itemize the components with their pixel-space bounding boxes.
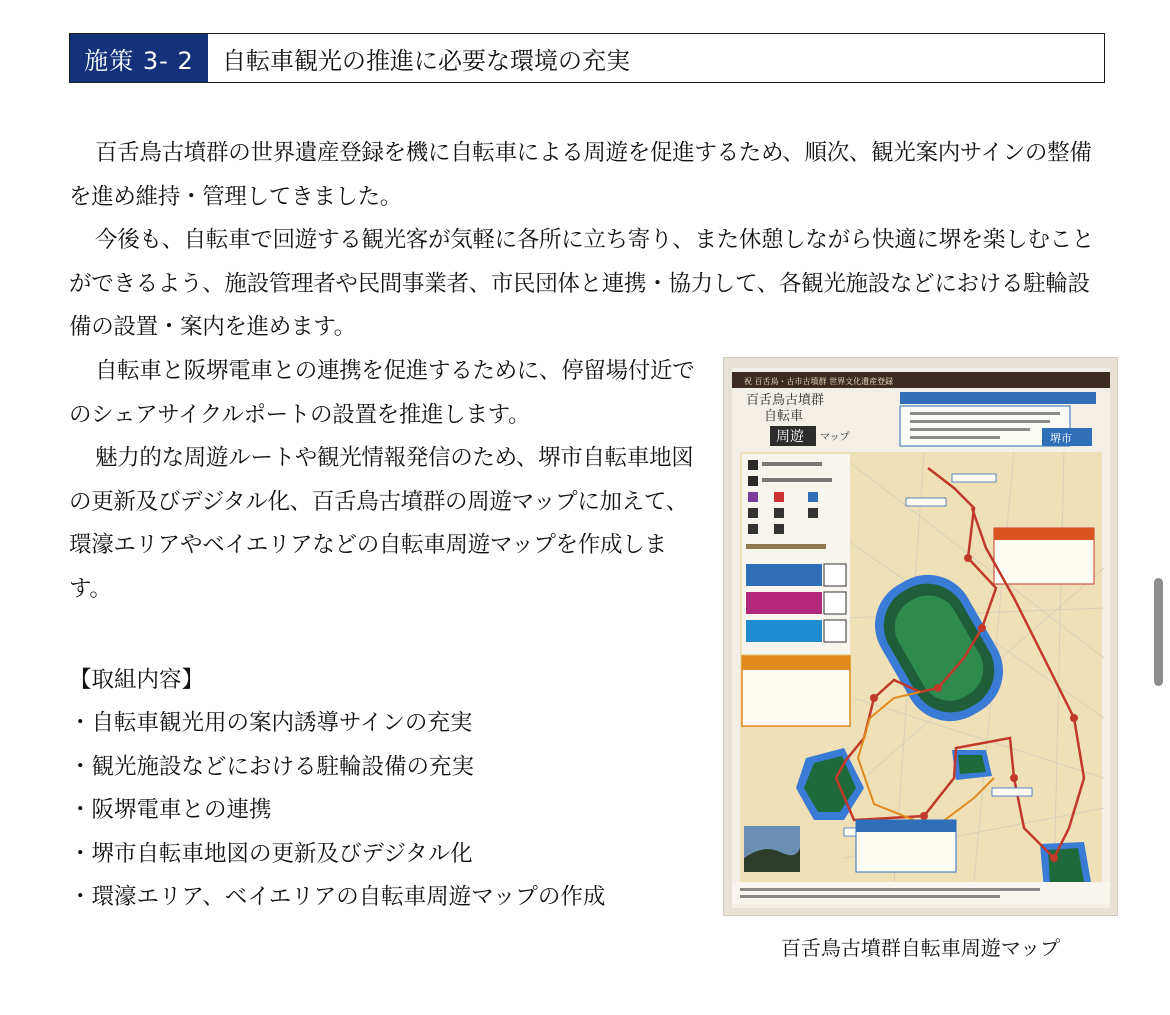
map-illustration: [724, 358, 1118, 916]
map-title-suffix: マップ: [820, 432, 850, 443]
initiatives-list: [69, 702, 605, 920]
map-panel-cyan: [746, 620, 822, 642]
map-panel-magenta: [746, 592, 822, 614]
paragraph-2-text: 今後も、自転車で回遊する観光客が気軽に各所に立ち寄り、また休憩しながら快適に堺を楽しむことができるよう、施設管理者や民間事業者、市民団体と連携・協力して、各観光施設などにおける駐輪設備の設置・案内を進めます。: [69, 227, 1095, 340]
paragraph-3-text: 自転車と阪堺電車との連携を促進するために、停留場付近でのシェアサイクルポートの設置を推進します。: [69, 358, 695, 428]
paragraph-1: [69, 132, 1109, 219]
paragraph-4: [69, 437, 705, 611]
paragraph-2: [69, 219, 1109, 350]
map-footer: [732, 882, 1110, 904]
paragraph-4-text: 魅力的な周遊ルートや観光情報発信のため、堺市自転車地図の更新及びデジタル化、百舌鳥古墳群の周遊マップに加えて、環濠エリアやベイエリアなどの自転車周遊マップを作成します。: [69, 445, 694, 602]
paragraph-1-text: 百舌鳥古墳群の世界遺産登録を機に自転車による周遊を促進するため、順次、観光案内サインの整備を進め維持・管理してきました。: [69, 140, 1092, 210]
paragraph-3: [69, 350, 705, 437]
scrollbar-thumb[interactable]: [1154, 578, 1163, 686]
measure-title: 自転車観光の推進に必要な環境の充実: [222, 46, 630, 75]
map-city-label: 堺市: [1050, 432, 1072, 445]
map-title-1: 百舌鳥古墳群: [746, 393, 825, 408]
map-title-2: 自転車: [764, 409, 804, 424]
measure-header: [69, 33, 1105, 83]
cycling-map-photo: [723, 357, 1118, 916]
map-info-bar: [900, 392, 1096, 404]
map-banner-text: 祝 百舌鳥・古市古墳群 世界文化遺産登録: [744, 377, 894, 386]
map-panel-blue: [746, 564, 822, 586]
list-item: ・環濠エリア、ベイエリアの自転車周遊マップの作成: [69, 884, 606, 910]
initiatives-heading: 【取組内容】: [69, 667, 205, 693]
list-item: ・阪堺電車との連携: [69, 797, 272, 823]
list-item: ・観光施設などにおける駐輪設備の充実: [69, 753, 475, 780]
map-title-3: 周遊: [776, 429, 804, 445]
measure-number: 施策 3- 2: [70, 34, 208, 82]
list-item: ・自転車観光用の案内誘導サインの充実: [69, 710, 473, 736]
map-caption: 百舌鳥古墳群自転車周遊マップ: [780, 936, 1061, 960]
map-kofun-3: [952, 750, 992, 780]
list-item: ・堺市自転車地図の更新及びデジタル化: [69, 840, 473, 867]
